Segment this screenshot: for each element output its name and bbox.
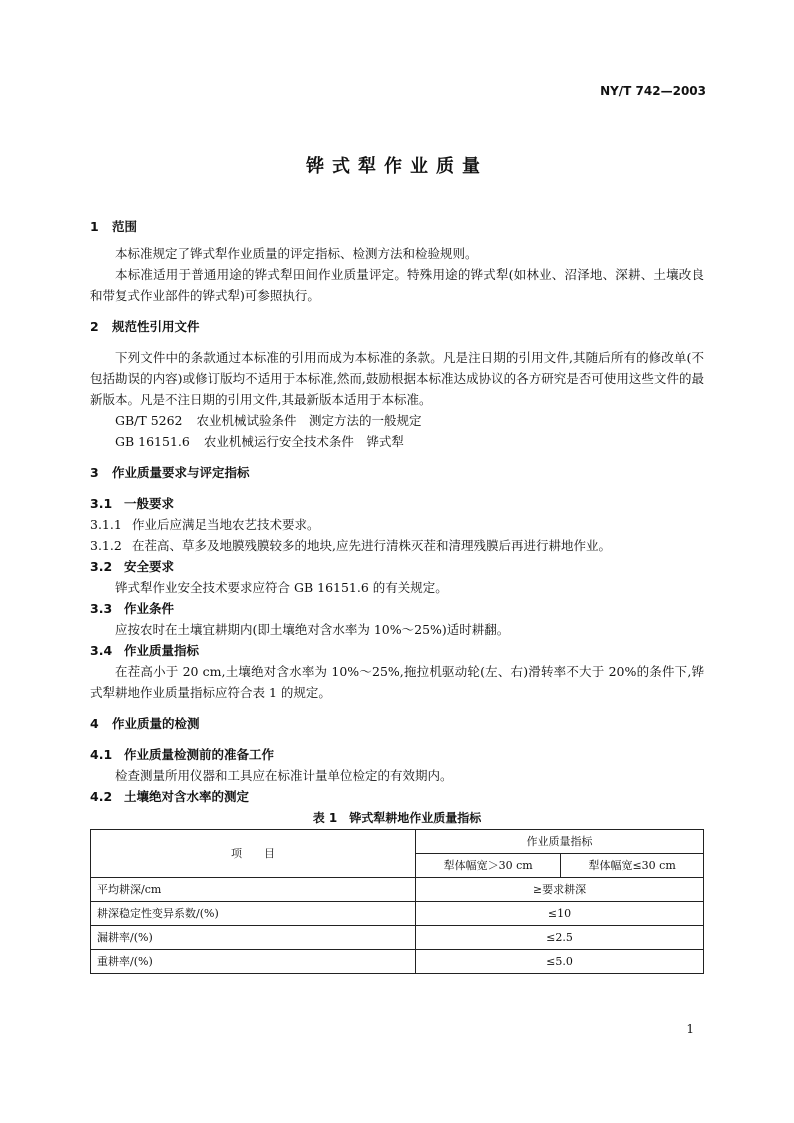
- table-row: [91, 878, 704, 902]
- page-number: 1: [686, 1022, 694, 1036]
- reference-title: 农业机械试验条件 测定方法的一般规定: [196, 413, 422, 428]
- document-body: [90, 216, 704, 974]
- row-value: ≤10: [416, 902, 704, 926]
- clause-text: 作业后应满足当地农艺技术要求。: [132, 517, 320, 532]
- subsection-number: 3.2: [90, 559, 113, 574]
- header-width-under-30: 犁体幅宽≤30 cm: [561, 854, 704, 878]
- header-item: 项 目: [91, 830, 416, 878]
- paragraph: 应按农时在土壤宜耕期内(即土壤绝对含水率为 10%～25%)适时耕翻。: [115, 622, 510, 637]
- table-caption: 表 1 铧式犁耕地作业质量指标: [312, 811, 482, 825]
- clause: [90, 535, 704, 556]
- section-3-heading: [90, 462, 704, 483]
- subsection-number: 4.1: [90, 747, 113, 762]
- section-number: 2: [90, 319, 99, 334]
- section-4-heading: [90, 713, 704, 734]
- paragraph: 下列文件中的条款通过本标准的引用而成为本标准的条款。凡是注日期的引用文件,其随后所有的修改单(不包括勘误的内容)或修订版均不适用于本标准,然而,鼓励根据本标准达成协议的各方研究是否可使用这些文件的最新版本。凡是不注日期的引用文件,其最新版本适用于本标准。: [90, 350, 704, 407]
- reference-code: GB/T 5262: [115, 413, 183, 428]
- table-header-row: [91, 830, 704, 854]
- row-item: 漏耕率/(%): [91, 926, 416, 950]
- table-row: [91, 902, 704, 926]
- subsection-number: 4.2: [90, 789, 113, 804]
- subsection-number: 3.3: [90, 601, 113, 616]
- section-title: 作业质量要求与评定指标: [112, 465, 250, 480]
- section-number: 4: [90, 716, 99, 731]
- row-value: ≤5.0: [416, 950, 704, 974]
- clause-text: 在茬高、草多及地膜残膜较多的地块,应先进行清株灭茬和清理残膜后再进行耕地作业。: [132, 538, 611, 553]
- row-item: 重耕率/(%): [91, 950, 416, 974]
- clause-number: 3.1.2: [90, 538, 122, 553]
- subsection-heading: [90, 640, 704, 661]
- row-item: 平均耕深/cm: [91, 878, 416, 902]
- paragraph: 本标准适用于普通用途的铧式犁田间作业质量评定。特殊用途的铧式犁(如林业、沼泽地、深耕、土壤改良和带复式作业部件的铧式犁)可参照执行。: [90, 267, 704, 303]
- header-width-over-30: 犁体幅宽＞30 cm: [416, 854, 561, 878]
- subsection-heading: [90, 493, 704, 514]
- section-title: 作业质量的检测: [112, 716, 200, 731]
- row-value: ≥要求耕深: [416, 878, 704, 902]
- table-row: [91, 950, 704, 974]
- clause: [90, 514, 704, 535]
- reference-code: GB 16151.6: [115, 434, 190, 449]
- table-row: [91, 926, 704, 950]
- row-item: 耕深稳定性变异系数/(%): [91, 902, 416, 926]
- section-number: 3: [90, 465, 99, 480]
- subsection-title: 一般要求: [124, 496, 175, 511]
- header-group: 作业质量指标: [416, 830, 704, 854]
- subsection-heading: [90, 744, 704, 765]
- section-2-heading: [90, 316, 704, 337]
- section-title: 规范性引用文件: [112, 319, 200, 334]
- reference-item: [90, 410, 704, 431]
- quality-index-table: [90, 829, 704, 974]
- standard-number: NY/T 742—2003: [600, 84, 706, 98]
- paragraph: 本标准规定了铧式犁作业质量的评定指标、检测方法和检验规则。: [115, 246, 478, 261]
- subsection-title: 作业条件: [124, 601, 175, 616]
- paragraph: 铧式犁作业安全技术要求应符合 GB 16151.6 的有关规定。: [115, 580, 448, 595]
- subsection-number: 3.1: [90, 496, 113, 511]
- clause-number: 3.1.1: [90, 517, 122, 532]
- document-title: 铧式犁作业质量: [306, 156, 488, 177]
- subsection-heading: [90, 556, 704, 577]
- subsection-heading: [90, 786, 704, 807]
- subsection-title: 安全要求: [124, 559, 175, 574]
- subsection-title: 作业质量指标: [124, 643, 200, 658]
- section-1-heading: [90, 216, 704, 237]
- subsection-number: 3.4: [90, 643, 113, 658]
- subsection-heading: [90, 598, 704, 619]
- subsection-title: 作业质量检测前的准备工作: [124, 747, 275, 762]
- section-number: 1: [90, 219, 99, 234]
- reference-item: [90, 431, 704, 452]
- reference-title: 农业机械运行安全技术条件 铧式犁: [203, 434, 404, 449]
- subsection-title: 土壤绝对含水率的测定: [124, 789, 250, 804]
- paragraph: 检查测量所用仪器和工具应在标准计量单位检定的有效期内。: [115, 768, 453, 783]
- section-title: 范围: [112, 219, 138, 234]
- row-value: ≤2.5: [416, 926, 704, 950]
- paragraph: 在茬高小于 20 cm,土壤绝对含水率为 10%～25%,拖拉机驱动轮(左、右)滑转率不大于 20%的条件下,铧式犁耕地作业质量指标应符合表 1 的规定。: [90, 664, 704, 700]
